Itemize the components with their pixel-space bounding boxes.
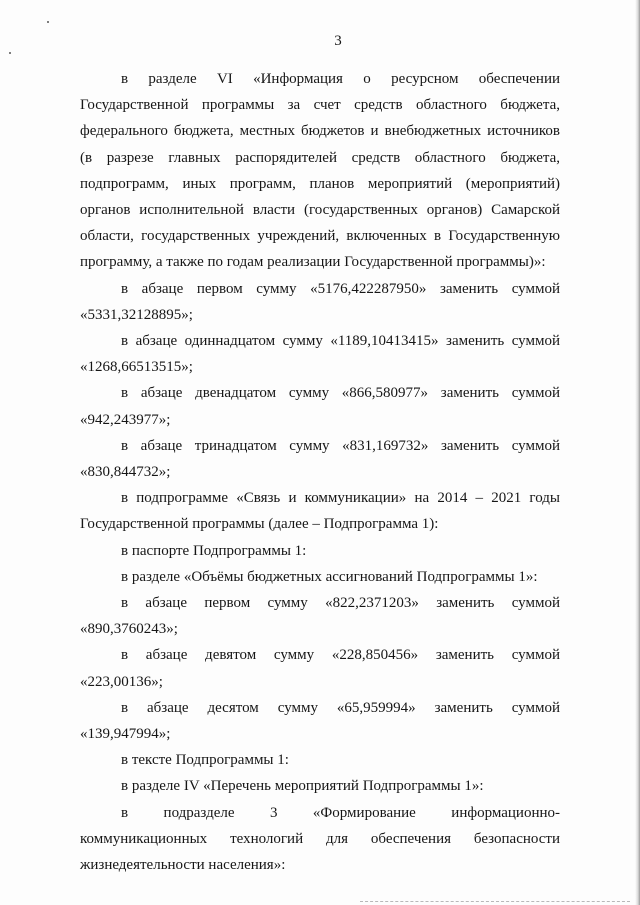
paragraph-amendment-2: в абзаце одиннадцатом сумму «1189,10413415» заменить суммой «1268,66513515»; — [80, 333, 560, 376]
paragraph-amendment-5: в абзаце первом сумму «822,2371203» заменить суммой «890,3760243»; — [80, 595, 560, 638]
paragraph-amendment-1: в абзаце первом сумму «5176,422287950» заменить суммой «5331,32128895»; — [80, 280, 560, 323]
scan-speck — [47, 21, 49, 23]
paragraph-amendment-6: в абзаце девятом сумму «228,850456» заменить суммой «223,00136»; — [80, 647, 560, 690]
footer-divider — [360, 901, 630, 902]
paragraph-amendment-7: в абзаце десятом сумму «65,959994» заменить суммой «139,947994»; — [80, 699, 560, 743]
paragraph-subprogram-text: в тексте Подпрограммы 1: — [121, 752, 289, 769]
paragraph-budget-section: в разделе «Объёмы бюджетных ассигнований Подпрограммы 1»: — [121, 568, 538, 585]
paragraph-amendment-3: в абзаце двенадцатом сумму «866,580977» заменить суммой «942,243977»; — [80, 385, 560, 428]
paragraph-passport: в паспорте Подпрограммы 1: — [121, 542, 307, 559]
paragraph-amendment-4: в абзаце тринадцатом сумму «831,169732» заменить суммой «830,844732»; — [80, 437, 560, 481]
page-number: 3 — [334, 33, 342, 49]
paragraph-section-iv: в разделе IV «Перечень мероприятий Подпрограммы 1»: — [121, 778, 484, 795]
page-edge-shadow — [635, 0, 640, 905]
paragraph-subprogram: в подпрограмме «Связь и коммуникации» на 2014 – 2021 годы Государственной программы (далее – Подпрограмма 1): — [80, 490, 560, 533]
scan-speck — [9, 52, 11, 54]
paragraph-subsection-3: в подразделе 3 «Формирование информационно-коммуникационных технологий для обеспечения безопасности жизнедеятельности населения»: — [80, 804, 560, 874]
document-body — [80, 66, 560, 878]
paragraph-section-vi: в разделе VI «Информация о ресурсном обеспечении Государственной программы за счет средств областного бюджета, федерального бюджета, местных бюджетов и внебюджетных источников (в разрезе главных распорядителей средств областного бюджета, подпрограмм, иных программ, планов мероприятий (мероприятий) органов исполнительной власти (государственных органов) Самарской области, государственных учреждений, включенных в Государственную программу, а также по годам реализации Государственной программы)»: — [80, 71, 560, 271]
